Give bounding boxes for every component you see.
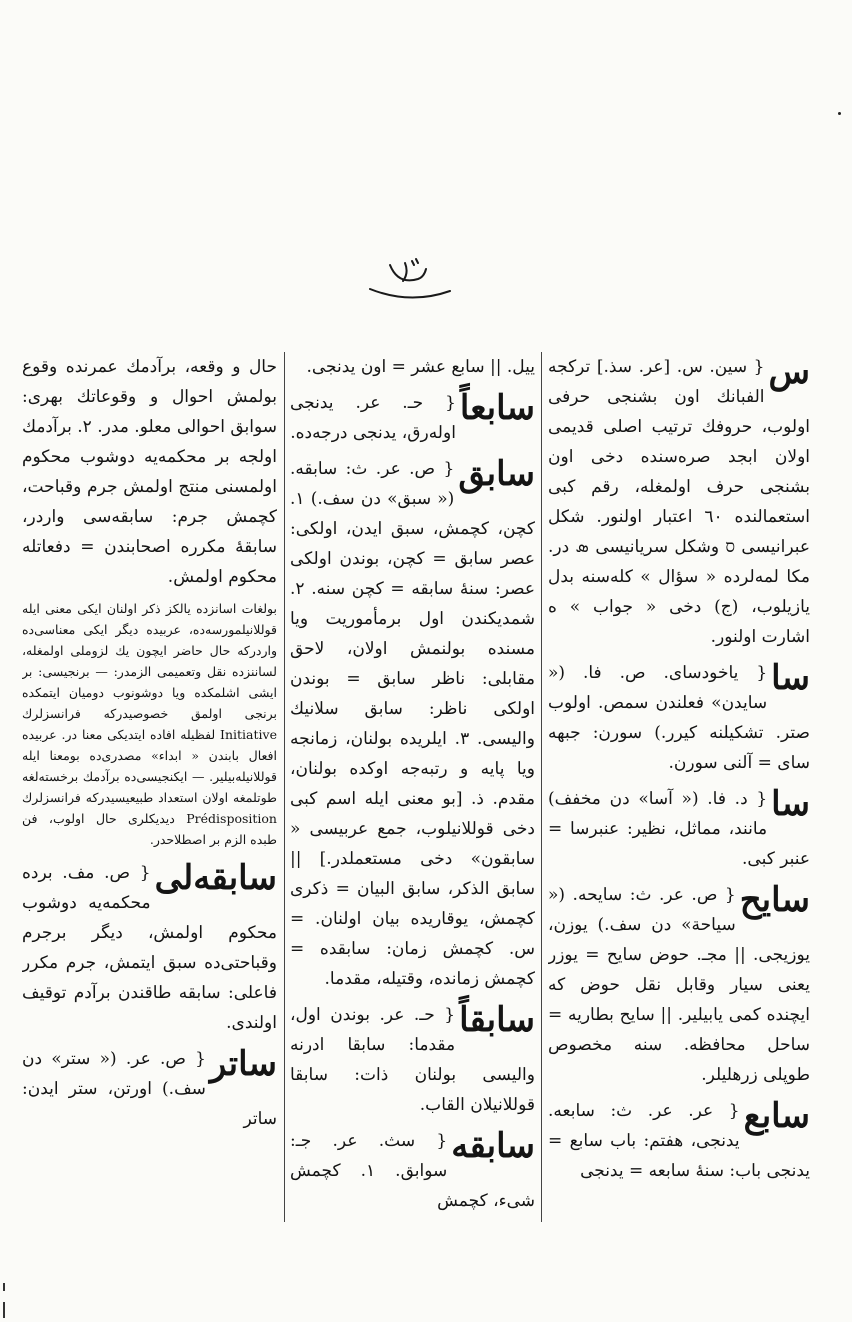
dictionary-entry <box>548 352 810 652</box>
dictionary-entry <box>22 858 277 1038</box>
entry-definition: { ص. مف. برده محکمه‌يه دوشوب محکوم اولمش، ديگر برجرم وقباحتی‌ده سبق ايتمش، جرم مکرر فاعلی: سابقه طاقندن برآدم توقيف اولندی. <box>22 863 277 1033</box>
entry-headword: سابق <box>458 454 535 494</box>
section-letter-ornament <box>360 255 460 305</box>
entry-definition: { حـ. عر. يدنجی اوله‌رق، يدنجی درجه‌ده. <box>290 393 456 443</box>
dictionary-entry <box>290 1000 535 1120</box>
entry-definition: { حـ. عر. بوندن اول، مقدما: سابقا ادرنه والیسی بولنان ذات: سابقا قوللانيلان القاب. <box>290 1005 535 1115</box>
usage-note: بولغات اسانزده يالکز ذکر اولنان ايکی معنی ايله قوللانيلمورسه‌ده، عربيده ديگر ايکی معناسی‌ده واردرکه حال حاضر ايچون يك لزوملی اولمغله، لساننزده نقل وتعميمی الزمدر: — برنجيسی: بر ايشی اشلمکده ويا دوشونوب دوميان ايتمکده برنجی اولمق خصوصيدرکه فرانسزلرك Initiative لفظيله افاده ايتديکی معنا در. عربيده افعال بابندن « ابداء» مصدری‌ده بومعنا ايله قوللانيله‌بيلير. — ايکنجيسی‌ده برآدمك برخسته‌لغه طوتلمغه اولان استعداد طبيعيسيدرکه فرانسزلرك Prédisposition ديديکلری حال اولوب، فن طبده الزم بر اصطلاحدر. <box>22 601 277 847</box>
dictionary-entry <box>548 658 810 778</box>
edge-mark <box>3 1302 5 1318</box>
dictionary-entry <box>290 454 535 994</box>
entry-headword: سا <box>771 784 810 824</box>
entry-headword: سابعاً <box>459 388 535 428</box>
entry-definition: ييل. || سابع عشر = اون يدنجی. <box>306 357 535 377</box>
entry-definition: { سين. س. [عر. سذ.] ترکجه الفبانك اون بشنجی حرفی اولوب، حروفك ترتيب اصلی‌ قديمی اولان ابجد صره‌سنده دخی اون بشنجی حرف اولمغله، رقم کبی استعمالنده ٦٠ اعتبار اولنور. شکل عبرانيسی ס وشکل سريانيسی ܣ در. مکا لمه‌لرده « سؤال » کله‌سنه بدل يازيلوب، (ج) دخی « جواب » ه اشارت اولنور. <box>548 357 810 647</box>
entry-headword: سابقه <box>451 1126 535 1166</box>
entry-headword: سابقاً <box>459 1000 535 1040</box>
entry-definition: { د. فا. (« آسا» دن مخفف) مانند، مماثل، نظير: عنبرسا = عنبر کبی. <box>548 789 810 869</box>
dictionary-entry <box>290 388 535 448</box>
margin-dot <box>838 112 841 115</box>
left-column <box>22 352 277 1222</box>
column-rule <box>541 352 542 1222</box>
right-column <box>548 352 810 1222</box>
entry-definition: { ص. عر. (« ستر» دن سف.) اورتن، ستر ايدن: ساتر <box>22 1049 277 1129</box>
entry-headword: سابقه‌لی <box>154 858 277 898</box>
middle-column <box>290 352 535 1222</box>
dictionary-entry <box>290 1126 535 1216</box>
entry-definition: { ياخودسای. ص. فا. (« سايدن» فعلندن سمص. اولوب صتر. تشکيلنه کيرر.) سورن: جبهه سای = آلنی سورن. <box>548 663 810 773</box>
edge-mark <box>3 1283 5 1291</box>
dictionary-entry <box>22 1044 277 1134</box>
entry-headword: سايح <box>739 880 810 920</box>
column-rule <box>284 352 285 1222</box>
entry-headword: سا <box>771 658 810 698</box>
dictionary-entry <box>548 1096 810 1186</box>
entry-headword: ساتر <box>209 1044 277 1084</box>
dictionary-entry-continuation <box>290 352 535 382</box>
entry-definition: { ص. عر. ث: سابقه. (« سبق» دن سف.) ١. کچن، کچمش، سبق ايدن، اولکی: عصر سابق = کچن، بوندن اولکی عصر: سنهٔ سابقه = کچن سنه. ٢. شمديکندن اول برمأموريت ويا مسنده بولنمش اولان، لاحق مقابلی: ناظر سابق = بوندن اولکی ناظر: سابق سلانيك واليسی. ٣. ايلريده بولنان، زمانجه ويا پايه و رتبه‌جه اوکده بولنان، مقدم. ذ. [بو معنی ايله اسم کبی دخی قوللانيلوب، جمع عربيسی « سابقون» دخی مستعملدر.] || سابق الذکر، سابق البيان = ذکری کچمش، يوقاريده بيان اولنان. = س. کچمش زمان: سابقده = کچمش زمانده، وقتيله، مقدما. <box>290 459 535 989</box>
entry-definition: حال و وقعه، برآدمك عمرنده وقوع بولمش احوال و وقوعاتك بهری: سوابق احوالی معلو. مدر. ٢. برآدمك اولجه بر محکمه‌يه دوشوب محکوم اولمسنی منتج اولمش جرم وقباحت، کچمش جرم: سابقه‌سی واردر، سابقهٔ مکرره اصحابندن = دفعاتله محکوم اولمش. <box>22 357 277 587</box>
dictionary-entry <box>548 784 810 874</box>
entry-definition: { سث. عر. جـ: سوابق. ١. کچمش شیء، کچمش <box>290 1131 535 1211</box>
dictionary-entry-continuation <box>22 352 277 592</box>
entry-definition: { ص. عر. ث: سايحه. (« سياحة» دن سف.) يوزن، يوزيجی. || مجـ. حوض سايح = يوزر يعنی سيار وقابل نقل حوض که ايچنده کمی يابيلير. || سايح بطاريه = ساحل محافظه. سنه مخصوص طوپلی زرهليلر. <box>548 885 810 1085</box>
dictionary-entry <box>548 880 810 1090</box>
entry-headword: س <box>768 352 810 392</box>
entry-definition: { عر. عر. ث: سابعه. يدنجی، هفتم: باب سابع = يدنجی باب: سنهٔ سابعه = يدنجی <box>548 1101 810 1181</box>
entry-headword: سابع <box>743 1096 810 1136</box>
